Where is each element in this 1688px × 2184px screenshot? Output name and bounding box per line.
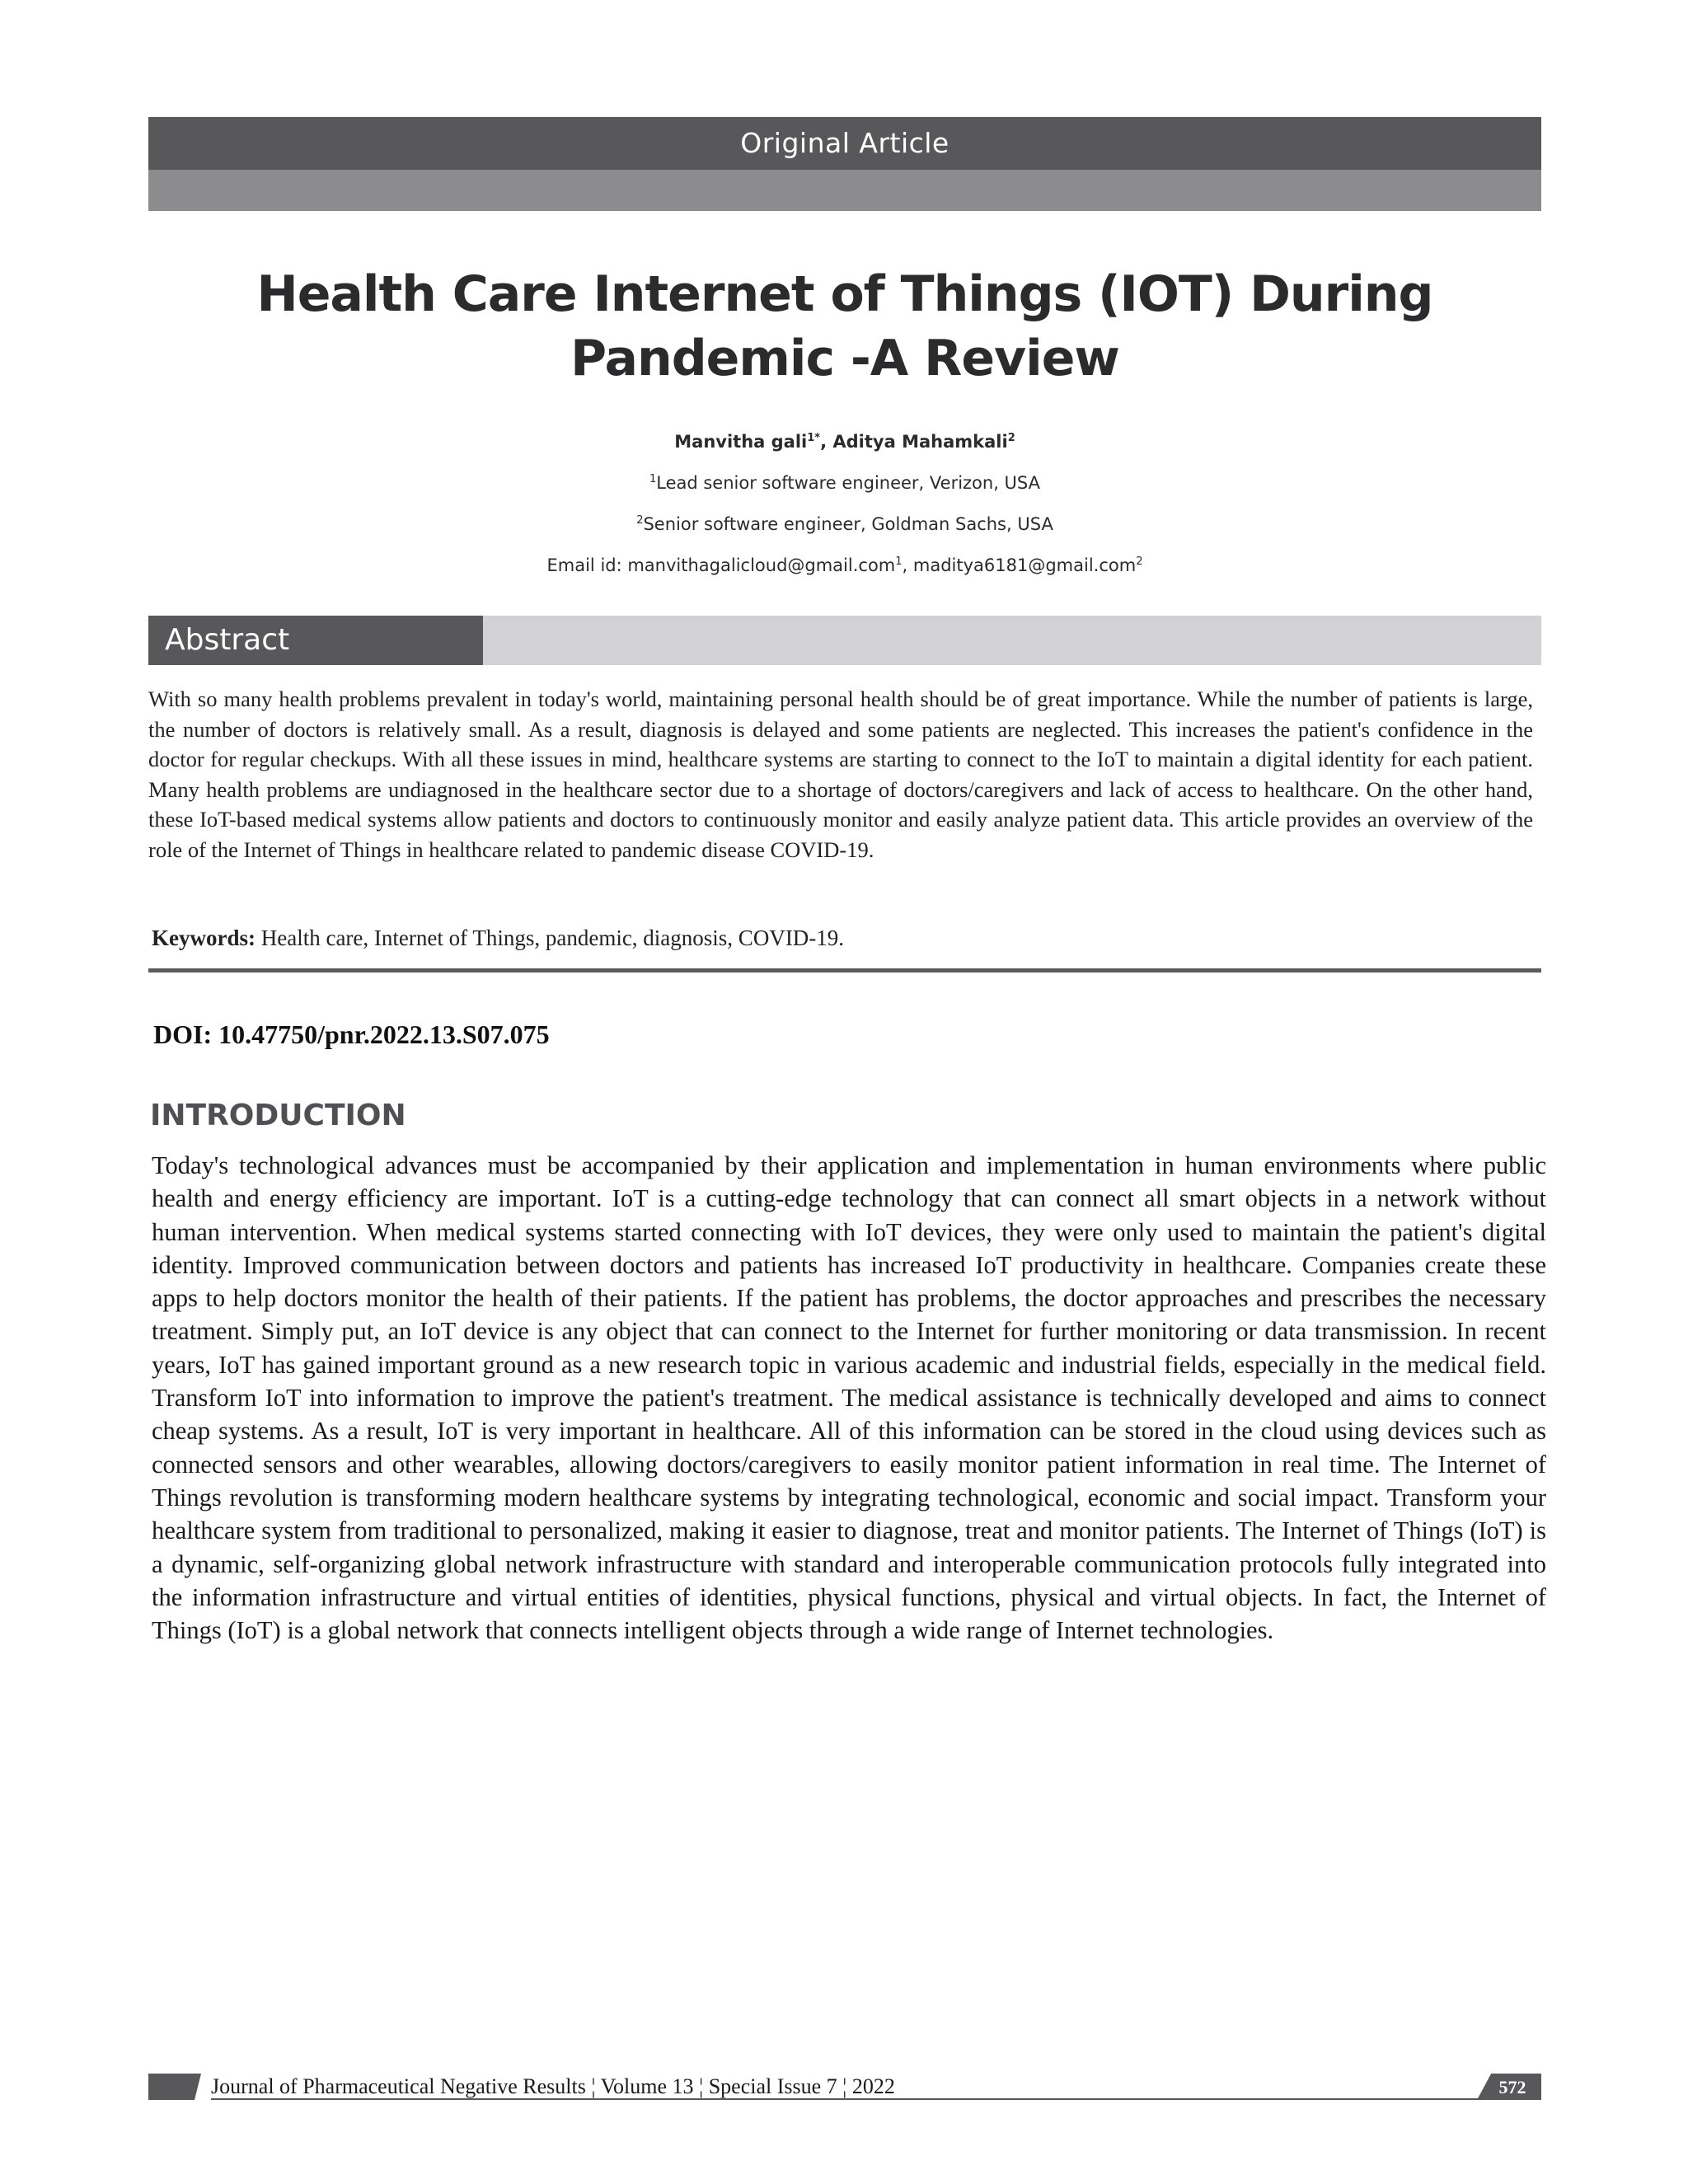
author-name: Aditya Mahamkali	[832, 432, 1008, 452]
doi-value: 10.47750/pnr.2022.13.S07.075	[212, 1019, 550, 1049]
author-marker: 2	[1007, 432, 1015, 444]
author-marker: 1*	[807, 432, 821, 444]
keywords-label: Keywords:	[152, 926, 256, 950]
introduction-heading: INTRODUCTION	[150, 1099, 406, 1132]
keywords-line	[152, 926, 1536, 951]
email-text: Email id: manvithagalicloud@gmail.com	[546, 555, 896, 575]
section-divider	[148, 968, 1541, 972]
email-marker: 1	[895, 555, 903, 568]
header-band-light	[148, 170, 1541, 211]
affiliation-marker: 1	[649, 473, 657, 485]
abstract-band-light	[483, 616, 1541, 665]
footer-journal-info: Journal of Pharmaceutical Negative Results ¦ Volume 13 ¦ Special Issue 7 ¦ 2022	[211, 2074, 895, 2098]
introduction-body: Today's technological advances must be accompanied by their application and implementation in human environments where public health and energy efficiency are important. IoT is a cutting-edge technology that can connect all smart objects in a network without human intervention. When medical systems started connecting with IoT devices, they were only used to maintain the patient's digital identity. Improved communication between doctors and patients has increased IoT productivity in healthcare. Companies create these apps to help doctors monitor the health of their patients. If the patient has problems, the doctor approaches and prescribes the necessary treatment. Simply put, an IoT device is any object that can connect to the Internet for further monitoring or data transmission. In recent years, IoT has gained important ground as a new research topic in various academic and industrial fields, especially in the medical field. Transform IoT into information to improve the patient's treatment. The medical assistance is technically developed and aims to connect cheap systems. As a result, IoT is very important in healthcare. All of this information can be stored in the cloud using devices such as connected sensors and other wearables, allowing doctors/caregivers to easily monitor patient information in real time. The Internet of Things revolution is transforming modern healthcare systems by integrating technological, economic and social impact. Transform your healthcare system from traditional to personalized, making it easier to diagnose, treat and monitor patients. The Internet of Things (IoT) is a dynamic, self-organizing global network infrastructure with standard and interoperable communication protocols fully integrated into the information infrastructure and virtual entities of identities, physical functions, physical and virtual objects. In fact, the Internet of Things (IoT) is a global network that connects intelligent objects through a wide range of Internet technologies.	[152, 1151, 1546, 1645]
email-marker: 2	[1136, 555, 1143, 568]
keywords-text: Health care, Internet of Things, pandemic, diagnosis, COVID-19.	[255, 926, 845, 950]
email-text: , maditya6181@gmail.com	[902, 555, 1137, 575]
affiliation-text: Senior software engineer, Goldman Sachs, USA	[643, 514, 1053, 534]
paper-title: Health Care Internet of Things (IOT) During Pandemic -A Review	[256, 265, 1433, 387]
doi-line	[153, 1019, 550, 1050]
affiliation-marker: 2	[636, 514, 644, 527]
doi-label: DOI:	[153, 1019, 213, 1049]
email-line	[190, 555, 1500, 575]
abstract-body: With so many health problems prevalent in today's world, maintaining personal health should be of great importance. While the number of patients is large, the number of doctors is relatively small. As a result, diagnosis is delayed and some patients are neglected. This increases the patient's confidence in the doctor for regular checkups. With all these issues in mind, healthcare systems are starting to connect to the IoT to maintain a digital identity for each patient. Many health problems are undiagnosed in the healthcare sector due to a shortage of doctors/caregivers and lack of access to healthcare. On the other hand, these IoT-based medical systems allow patients and doctors to continuously monitor and easily analyze patient data. This article provides an overview of the role of the Internet of Things in healthcare related to pandemic disease COVID-19.	[148, 687, 1533, 862]
affiliation-1	[190, 473, 1500, 493]
article-type-label: Original Article	[740, 127, 950, 159]
author-name: Manvitha gali	[674, 432, 808, 452]
author-list	[190, 432, 1500, 452]
page-number: 572	[1498, 2077, 1526, 2097]
affiliation-text: Lead senior software engineer, Verizon, USA	[656, 473, 1041, 493]
abstract-heading: Abstract	[165, 623, 290, 657]
affiliation-2	[190, 514, 1500, 534]
author-separator: ,	[820, 432, 833, 452]
